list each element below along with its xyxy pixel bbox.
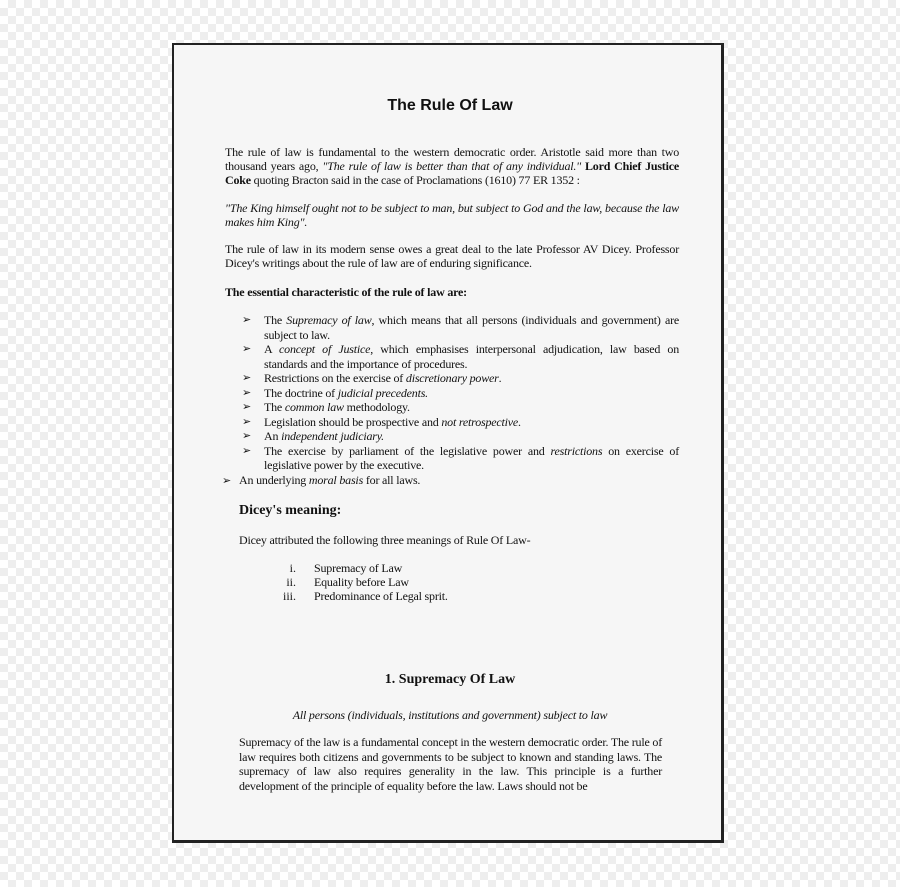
coke-name: Lord Chief Justice Coke — [225, 159, 679, 187]
aristotle-quote: "The rule of law is better than that of any individual." — [322, 159, 582, 173]
arrow-bullet-icon: ➢ — [242, 371, 252, 384]
item-emphasis: Supremacy of law — [286, 313, 372, 327]
moral-basis-item — [222, 473, 420, 488]
item-text: . — [518, 414, 521, 429]
section-heading: 1. Supremacy Of Law — [384, 672, 516, 687]
item-text: The doctrine of — [264, 385, 338, 400]
item-text: An underlying — [239, 473, 309, 487]
item-emphasis: independent judiciary. — [281, 429, 384, 443]
meaning-text: Equality before Law — [314, 575, 409, 589]
arrow-bullet-icon: ➢ — [242, 313, 252, 326]
item-emphasis: common law — [284, 400, 344, 414]
arrow-bullet-icon: ➢ — [242, 342, 252, 355]
list-item — [242, 371, 679, 386]
arrow-bullet-icon: ➢ — [242, 443, 252, 457]
arrow-bullet-icon: ➢ — [222, 474, 232, 487]
item-emphasis: restrictions — [550, 443, 603, 458]
item-emphasis: concept of Justice — [279, 342, 371, 356]
section-subtitle: All persons (individuals, institutions and government) subject to law — [292, 708, 608, 722]
intro-text: The rule of law is fundamental to the western democratic order. Aristotle said more than two thousand years ago, — [225, 145, 679, 173]
arrow-bullet-icon: ➢ — [242, 385, 252, 399]
item-text: methodology. — [343, 400, 410, 414]
list-item — [242, 313, 679, 342]
list-item — [242, 342, 679, 371]
dicey-paragraph: The rule of law in its modern sense owes a great deal to the late Professor AV Dicey. Professor Dicey's writings about the rule of law are of enduring significance. — [225, 242, 679, 270]
list-item — [242, 386, 679, 401]
item-emphasis: not retrospective — [441, 414, 519, 429]
item-emphasis: discretionary power — [405, 371, 499, 385]
item-text: The exercise by parliament of the legislative power and — [264, 443, 551, 458]
item-text: . — [498, 371, 502, 385]
roman-numeral: i. — [289, 561, 296, 575]
roman-numeral: ii. — [286, 575, 296, 589]
meaning-text: Supremacy of Law — [314, 561, 403, 575]
arrow-bullet-icon: ➢ — [242, 414, 252, 428]
arrow-bullet-icon: ➢ — [242, 429, 252, 442]
dicey-intro: Dicey attributed the following three meanings of Rule Of Law- — [239, 533, 531, 547]
item-text: An — [264, 429, 282, 443]
item-text: A — [264, 342, 280, 356]
list-item — [274, 561, 574, 575]
characteristics-list — [242, 313, 679, 473]
intro-paragraph — [225, 145, 679, 187]
list-item — [274, 589, 574, 603]
meanings-list — [274, 561, 574, 603]
characteristics-heading: The essential characteristic of the rule of law are: — [225, 285, 467, 299]
item-text: , which emphasises interpersonal adjudication, law based on standards and the importance of procedures. — [264, 342, 679, 371]
document-title: The Rule Of Law — [387, 97, 513, 114]
item-text: The — [264, 313, 287, 327]
list-item — [242, 415, 679, 430]
item-emphasis: moral basis — [308, 473, 364, 487]
intro-text-end: quoting Bracton said in the case of Proclamations (1610) 77 ER 1352 : — [250, 173, 580, 187]
meaning-text: Predominance of Legal sprit. — [314, 589, 448, 603]
item-text: Restrictions on the exercise of — [264, 371, 406, 385]
item-text: The — [264, 400, 285, 414]
item-text: , which means that all persons (individuals and government) are subject to law. — [264, 313, 680, 342]
document-page — [172, 43, 724, 843]
list-item — [274, 575, 574, 589]
king-quote: "The King himself ought not to be subject to man, but subject to God and the law, because the law makes him King". — [225, 201, 679, 229]
item-text: for all laws. — [363, 473, 421, 487]
dicey-heading: Dicey's meaning: — [239, 503, 342, 518]
list-item — [242, 400, 679, 415]
section-paragraph: Supremacy of the law is a fundamental concept in the western democratic order. The rule of law requires both citizens and governments to be subject to known and standing laws. The supremacy of law also requires generality in the law. This principle is a further development of the principle of equality before the law. Laws should not be — [239, 735, 662, 793]
arrow-bullet-icon: ➢ — [242, 400, 252, 413]
item-emphasis: judicial precedents. — [337, 385, 428, 400]
item-text: on exercise of legislative power by the executive. — [264, 443, 679, 472]
list-item — [242, 429, 679, 444]
list-item — [242, 444, 679, 473]
roman-numeral: iii. — [282, 589, 296, 603]
item-text: Legislation should be prospective and — [264, 414, 442, 429]
